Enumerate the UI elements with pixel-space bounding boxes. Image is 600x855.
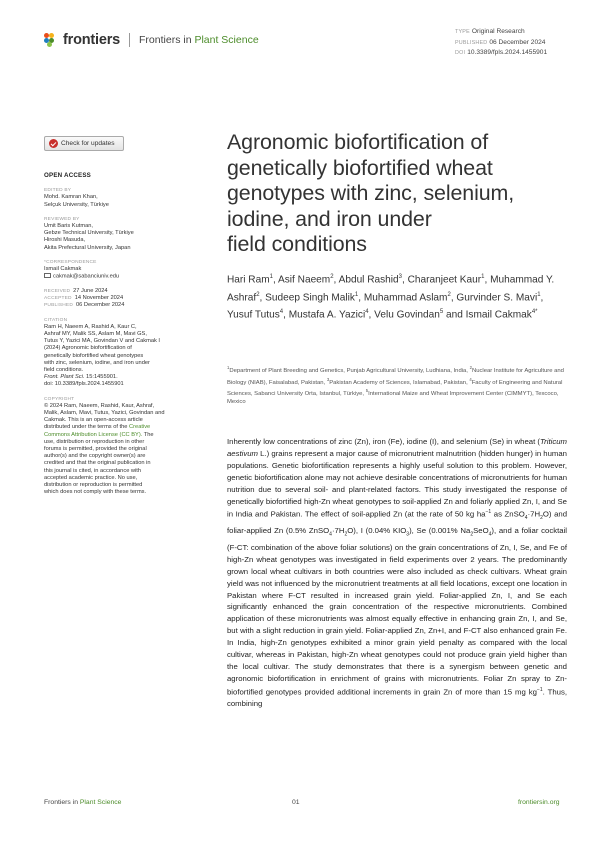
check-mark-icon: [49, 139, 58, 148]
edited-by: EDITED BY Mohd. Kamran Khan, Selçuk University, Türkiye: [44, 188, 109, 208]
mail-icon: [44, 273, 51, 278]
page-number: 01: [292, 799, 300, 806]
meta-doi: DOI 10.3389/fpls.2024.1455901: [455, 49, 548, 57]
reviewed-by: REVIEWED BY Umit Baris Kutman, Gebze Technical University, Türkiye Hiroshi Masuda, Akita Prefectural University, Japan: [44, 216, 134, 251]
copyright: COPYRIGHT © 2024 Ram, Naeem, Rashid, Kaur, Ashraf, Malik, Aslam, Mavi, Tutus, Yazici, Govindan and Cakmak. This is an open-access article distributed under the terms of the Creative Commons Attribution License (CC BY). The use, distribution or reproduction in other forums is permitted, provided the original author(s) and the copyright owner(s) are credited and that the original publication in this journal is cited, in accordance with accepted academic practice. No use, distribution or reproduction is permitted which does not comply with these terms.: [44, 396, 165, 496]
citation: CITATION Ram H, Naeem A, Rashid A, Kaur C, Ashraf MY, Malik SS, Aslam M, Mavi GS, Tutus Y, Yazici MA, Govindan V and Cakmak I (2024) Agronomic biofortification of genetically biofortified wheat genotypes with zinc, selenium, iodine, and iron under field conditions. Front. Plant Sci. 15:1455901. doi: 10.3389/fpls.2024.1455901: [44, 317, 204, 389]
sidebar: [44, 172, 204, 503]
journal-logo[interactable]: [44, 32, 259, 48]
frontiers-logo-icon: [44, 33, 58, 47]
article-meta: [455, 27, 547, 59]
footer-journal: Frontiers in Plant Science: [44, 799, 122, 806]
license-link-cont[interactable]: Commons Attribution License (CC BY).: [44, 431, 143, 438]
affiliations: $^1$Department of Plant Breeding and Genetics, Punjab Agricultural University, Ludhiana, India, $^2$Nuclear Institute for Agriculture and Biology (NIAB), Faisalabad, Pakistan, $^3$Pakistan Academy of Sciences, Islamabad, Pakistan, $^4$Faculty of Engineering and Natural Sciences, Sabanci University Orta, Istanbul, Türkiye, $^5$International Maize and Wheat Improvement Center (CIMMYT), Texcoco, Mexico: [227, 365, 564, 405]
footer-site-link[interactable]: frontiersin.org: [518, 799, 560, 806]
license-link[interactable]: Creative: [129, 424, 151, 431]
journal-name: Frontiers in Plant Science: [139, 34, 259, 46]
abstract: Inherently low concentrations of zinc (Zn), iron (Fe), iodine (I), and selenium (Se) in wheat (Triticum aestivum L.) grains represent a major cause of micronutrient malnutrition (hidden hunger) in human populations. Genetic biofortification represents a highly useful solution to this problem. However, genetic biofortification alone may not achieve desirable concentrations of micronutrients for human nutrition due to several soil- and plant-related factors. This study investigated the response of genetically biofortified high-Zn wheat genotypes to soil-applied Zn and foliarly applied Zn, I, and Se in India and Pakistan. The effect of soil-applied Zn (at the rate of 50 kg $ha^{-1}$ as $ZnSO_4\cdot 7H_2O$) and foliar-applied Zn (0.5% $ZnSO_4\cdot 7H_2O$), I (0.04% $KIO_3$), Se (0.001% $Na_2SeO_4$), and a foliar cocktail (F-CT: combination of the above foliar solutions) on the grain concentrations of Zn, I, Se, and Fe of high-Zn wheat genotypes was investigated in field experiments over 2 years. The predominantly grown local wheat cultivars in both countries were also included as check cultivars. Wheat grain yield was not influenced by the micronutrient treatments at all field locations, except one location in Pakistan where F-CT resulted in increased grain yield. Foliar-applied Zn, I, and Se each significantly enhanced the grain concentration of the respective micronutrients. Combined application of these micronutrients was almost equally effective in enhancing grain Zn, I, and Se, but with a slight reduction in grain yield. Foliar-applied Zn, Zn+I, and F-CT also enhanced grain Fe. In India, high-Zn genotypes exhibited a minor grain yield penalty as compared with the local cultivar, whereas in Pakistan, high-Zn wheat genotypes could not produce grain yield higher than the local cultivar. The study demonstrates that there is a synergism between genetic and agronomic biofortification in enrichment of grains with micronutrients. Foliar Zn spray to Zn-biofortified genotypes provided additional increments in grain Zn of more than 15 mg $kg^{-1}$. Thus, combining: [227, 437, 567, 709]
check-updates-label: Check for updates: [61, 140, 115, 147]
article-dates: RECEIVED 27 June 2024 ACCEPTED 14 November 2024 PUBLISHED 06 December 2024: [44, 287, 125, 309]
brand-name: frontiers: [63, 32, 121, 48]
logo-divider: [129, 33, 130, 47]
meta-type: TYPE Original Research: [455, 28, 525, 35]
author-list: Hari Ram$^1$, Asif Naeem$^2$, Abdul Rashid$^3$, Charanjeet Kaur$^1$, Muhammad Y. Ashraf$^2$, Sudeep Singh Malik$^1$, Muhammad Aslam$^2$, Gurvinder S. Mavi$^1$, Yusuf Tutus$^4$, Mustafa A. Yazici$^4$, Velu Govindan$^5$ and Ismail Cakmak$^{4*}$: [227, 274, 555, 321]
article-title: Agronomic biofortification of genetically biofortified wheat genotypes with zinc, selenium, iodine, and iron under field conditions: [227, 130, 515, 257]
meta-published: PUBLISHED 06 December 2024: [455, 38, 546, 46]
check-for-updates-button[interactable]: [44, 136, 124, 151]
email-link[interactable]: cakmak@sabanciuniv.edu: [53, 273, 120, 280]
correspondence: *CORRESPONDENCE Ismail Cakmak cakmak@sabanciuniv.edu: [44, 259, 120, 280]
citation-doi[interactable]: doi: 10.3389/fpls.2024.1455901: [44, 381, 124, 388]
open-access-heading: OPEN ACCESS: [44, 172, 92, 179]
